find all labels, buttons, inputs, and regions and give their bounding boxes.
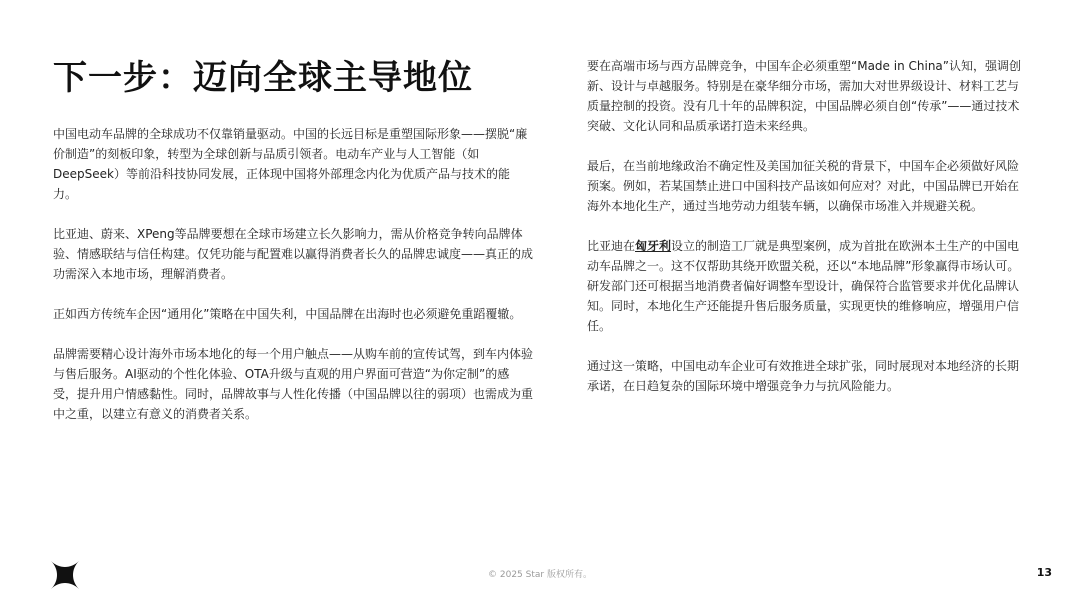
paragraph-hungary-case bbox=[587, 236, 1027, 336]
case-prefix: 比亚迪在 bbox=[587, 239, 636, 253]
case-suffix: 设立的制造工厂就是典型案例，成为首批在欧洲本土生产的中国电动车品牌之一。这不仅帮助其绕开欧盟关税，还以“本地品牌”形象赢得市场认可。研发部门还可根据当地消费者偏好调整车型设计，确保符合监管要求并优化品牌认知。同时，本地化生产还能提升售后服务质量，实现更快的维修响应，增强用户信任。 bbox=[587, 239, 1020, 333]
paragraph-user-touchpoints: 品牌需要精心设计海外市场本地化的每一个用户触点——从购车前的宣传试驾，到车内体验与售后服务。AI驱动的个性化体验、OTA升级与直观的用户界面可营造“为你定制”的感受，提升用户情感黏性。同时，品牌故事与人性化传播（中国品牌以往的弱项）也需成为重中之重，以建立有意义的消费者关系。 bbox=[53, 347, 534, 421]
page-title: 下一步：迈向全球主导地位 bbox=[53, 58, 473, 98]
left-column bbox=[53, 124, 533, 444]
right-column bbox=[587, 56, 1027, 416]
paragraph-strategy-conclusion: 通过这一策略，中国电动车企业可有效推进全球扩张，同时展现对本地经济的长期承诺，在日趋复杂的国际环境中增强竞争力与抗风险能力。 bbox=[587, 359, 1020, 393]
paragraph-premium-market: 要在高端市场与西方品牌竞争，中国车企必须重塑“Made in China”认知，强调创新、设计与卓越服务。特别是在豪华细分市场，需加大对世界级设计、材料工艺与质量控制的投资。没有几十年的品牌积淀，中国品牌必须自创“传承”——通过技术突破、文化认同和品质承诺打造未来经典。 bbox=[587, 59, 1021, 133]
paragraph-brand-experience: 比亚迪、蔚来、XPeng等品牌要想在全球市场建立长久影响力，需从价格竞争转向品牌体验、情感联结与信任构建。仅凭功能与配置难以赢得消费者长久的品牌忠诚度——真正的成功需深入本地市场，理解消费者。 bbox=[53, 227, 534, 281]
paragraph-risk-planning: 最后，在当前地缘政治不确定性及美国加征关税的背景下，中国车企必须做好风险预案。例如，若某国禁止进口中国科技产品该如何应对？对此，中国品牌已开始在海外本地化生产，通过当地劳动力组装车辆，以确保市场准入并规避关税。 bbox=[587, 159, 1020, 213]
paragraph-avoid-mistakes: 正如西方传统车企因“通用化”策略在中国失利，中国品牌在出海时也必须避免重蹈覆辙。 bbox=[53, 307, 522, 321]
page-number: 13 bbox=[1036, 566, 1052, 579]
hungary-highlight: 匈牙利 bbox=[635, 239, 672, 253]
copyright-notice: © 2025 Star 版权所有。 bbox=[488, 570, 592, 580]
paragraph-global-image: 中国电动车品牌的全球成功不仅靠销量驱动。中国的长远目标是重塑国际形象——摆脱“廉价制造”的刻板印象，转型为全球创新与品质引领者。电动车产业与人工智能（如DeepSeek）等前沿科技协同发展，正体现中国将外部理念内化为优质产品与技术的能力。 bbox=[53, 127, 528, 201]
